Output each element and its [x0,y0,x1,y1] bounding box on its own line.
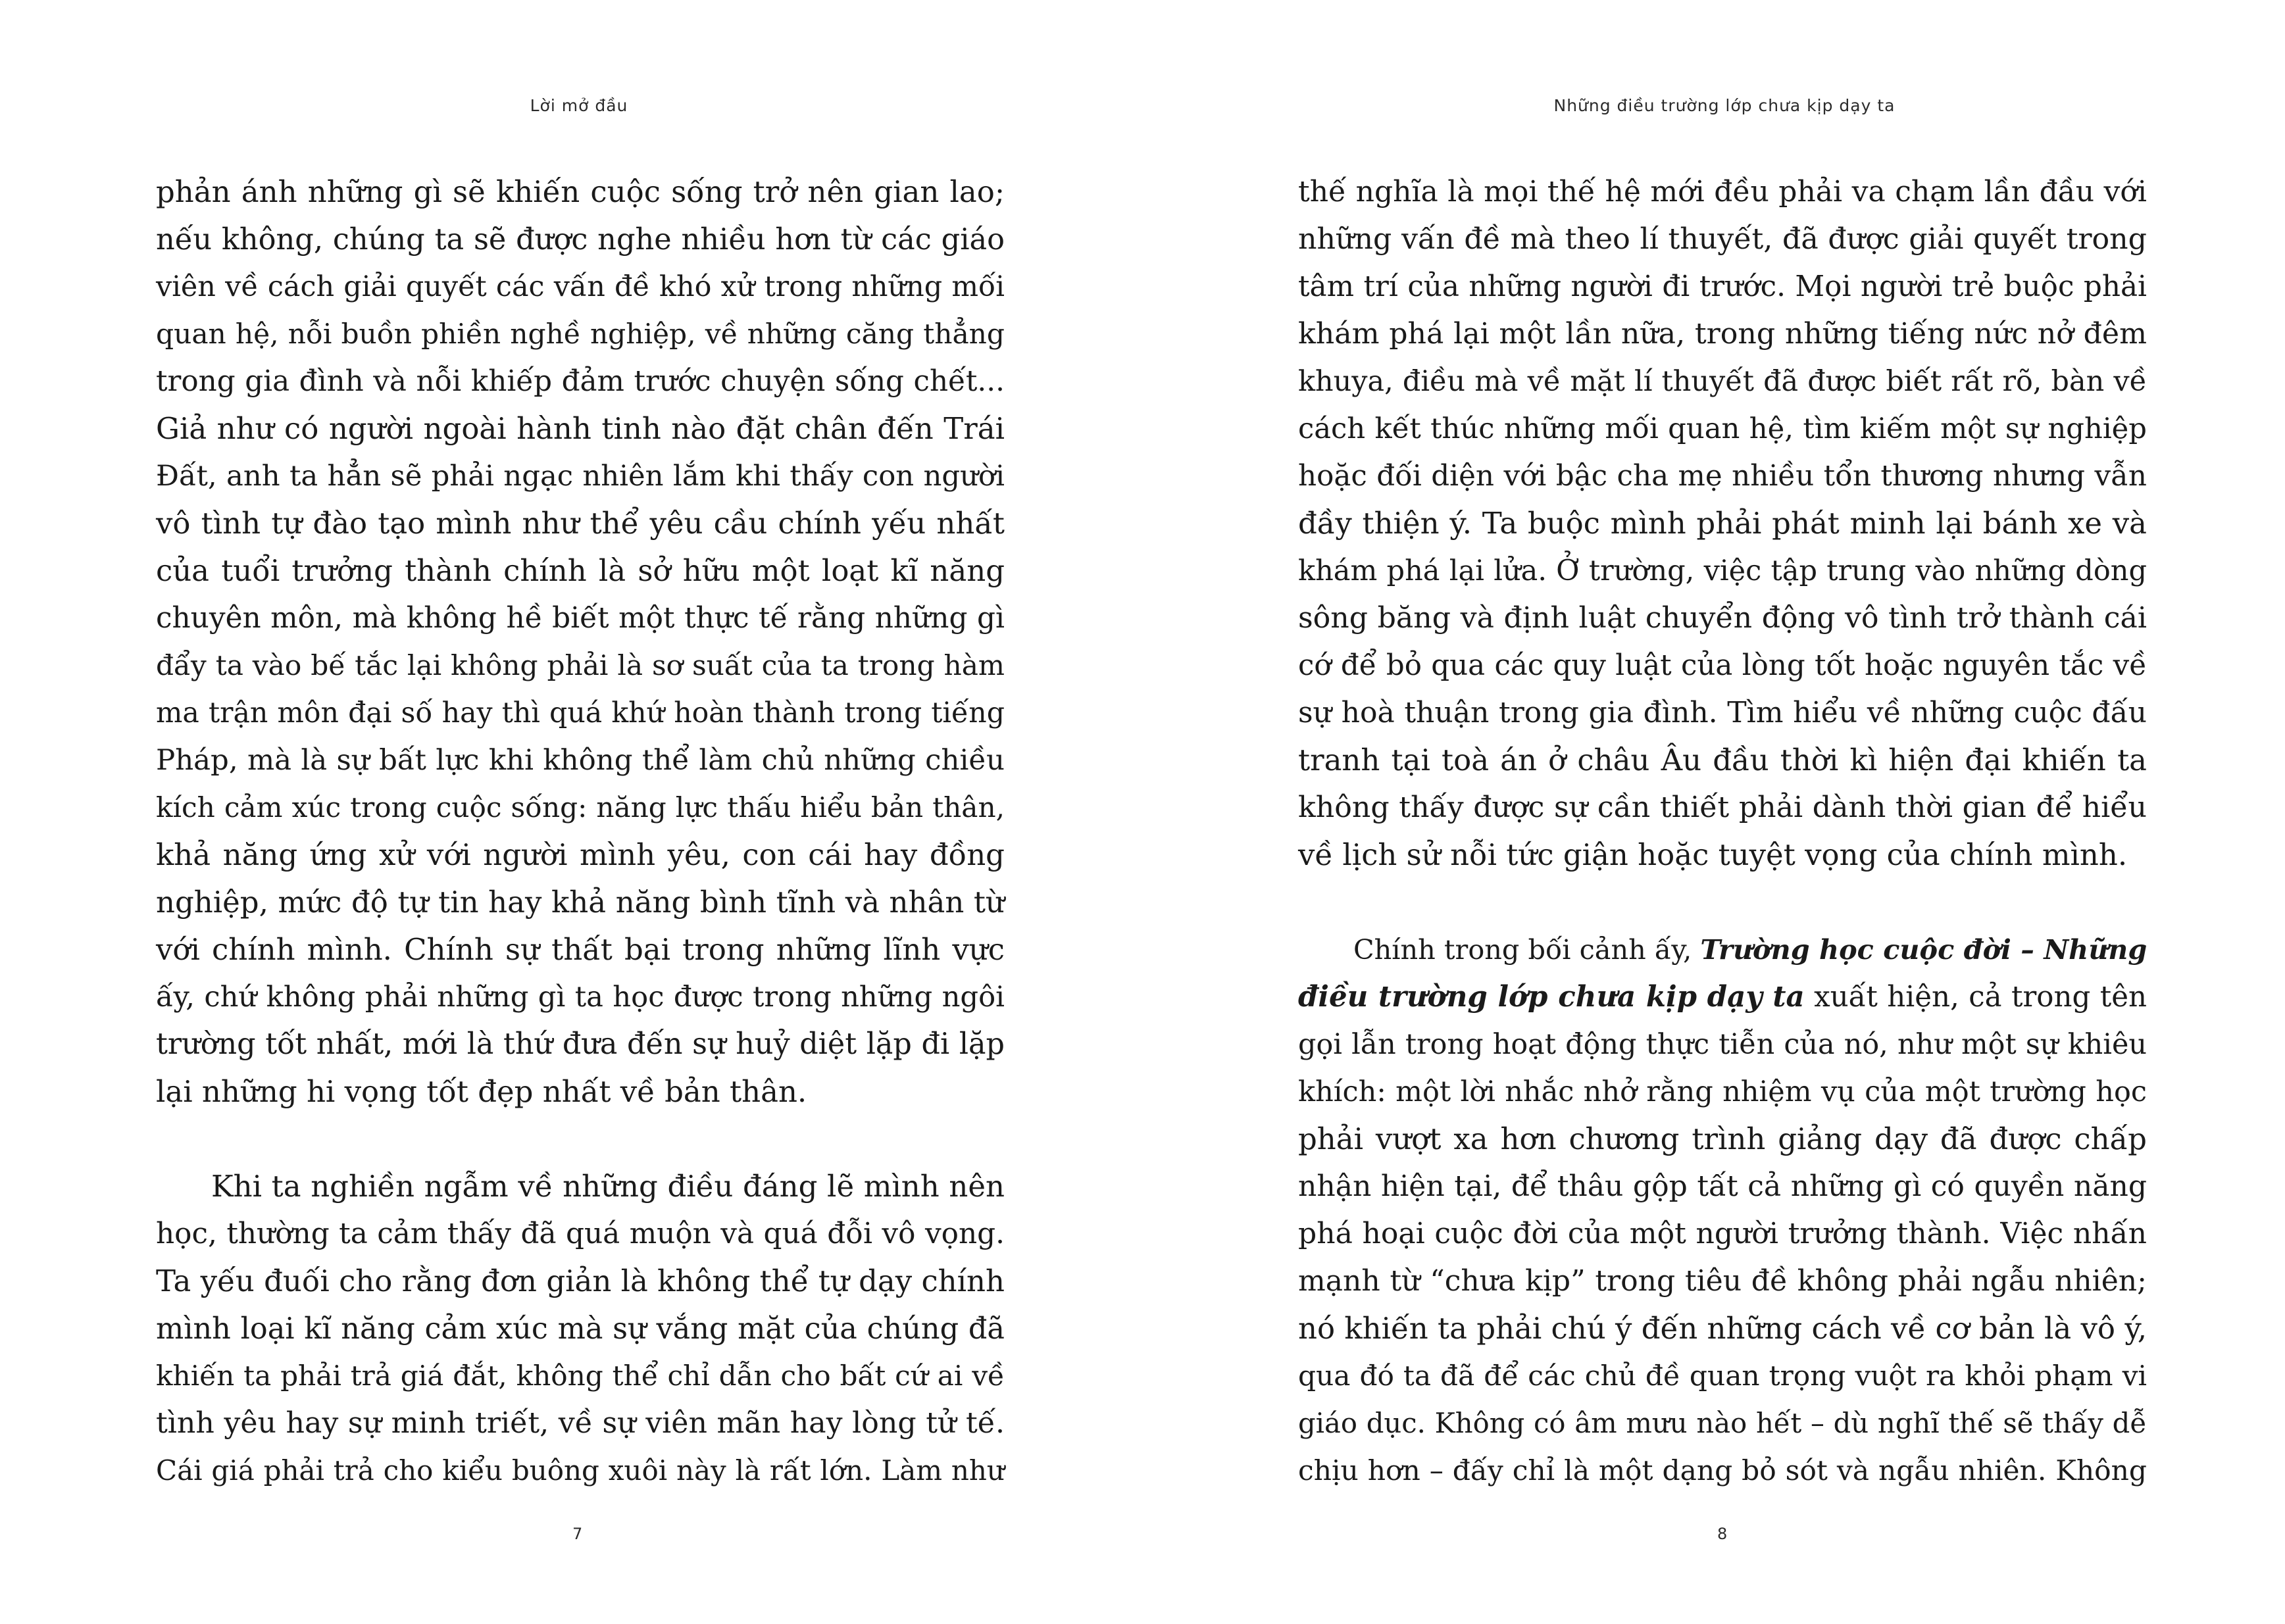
text-line-with-title [1298,926,2147,973]
text-line: nó khiến ta phải chú ý đến những cách về cơ bản là vô ý, [1298,1311,2147,1346]
text-line: phản ánh những gì sẽ khiến cuộc sống trở nên gian lao; [156,174,1005,209]
text-line: mạnh từ “chưa kịp” trong tiêu đề không phải ngẫu nhiên; [1298,1264,2147,1298]
text-line: mình loại kĩ năng cảm xúc mà sự vắng mặt của chúng đã [156,1312,1005,1346]
book-title-part-1: Trường học cuộc đời – Những [1700,933,2147,966]
running-head-left: Lời mở đầu [530,96,628,115]
page-number-right: 8 [1717,1525,1728,1543]
text-line-with-title [1298,973,2147,1021]
text-line: tình yêu hay sự minh triết, về sự viên mãn hay lòng tử tế. [156,1406,1005,1440]
text-line: tâm trí của những người đi trước. Mọi người trẻ buộc phải [1298,270,2147,303]
right-paragraph-2 [1298,926,2147,1494]
text-line: nếu không, chúng ta sẽ được nghe nhiều hơn từ các giáo [156,222,1005,257]
text-line: kích cảm xúc trong cuộc sống: năng lực thấu hiểu bản thân, [156,791,1005,824]
text-line: nhận hiện tại, để thâu gộp tất cả những gì có quyền năng [1298,1169,2147,1203]
text-line: nghiệp, mức độ tự tin hay khả năng bình tĩnh và nhân từ [156,885,1005,920]
text-line: Cái giá phải trả cho kiểu buông xuôi này là rất lớn. Làm như [156,1454,1005,1487]
left-paragraph-1 [156,168,1005,1116]
text-line: hoặc đối diện với bậc cha mẹ nhiều tổn thương nhưng vẫn [1298,460,2147,493]
text-line: cớ để bỏ qua các quy luật của lòng tốt hoặc nguyên tắc về [1298,649,2147,682]
text-line: đẩy ta vào bế tắc lại không phải là sơ suất của ta trong hàm [156,649,1005,681]
paragraph-gap [1298,879,2147,926]
text-line: khám phá lại lửa. Ở trường, việc tập trung vào những dòng [1298,554,2147,587]
text-line: tranh tại toà án ở châu Âu đầu thời kì hiện đại khiến ta [1298,743,2147,777]
left-page [0,0,1142,1624]
text-line: khả năng ứng xử với người mình yêu, con cái hay đồng [156,837,1005,872]
text-line: của tuổi trưởng thành chính là sở hữu một loạt kĩ năng [156,553,1005,588]
text-line: ma trận môn đại số hay thì quá khứ hoàn thành trong tiếng [156,697,1005,729]
text-line: vô tình tự đào tạo mình như thể yêu cầu chính yếu nhất [156,506,1005,541]
text-line: khích: một lời nhắc nhở rằng nhiệm vụ của một trường học [1298,1075,2147,1108]
text-line: sự hoà thuận trong gia đình. Tìm hiểu về những cuộc đấu [1298,696,2147,729]
text-line: những vấn đề mà theo lí thuyết, đã được giải quyết trong [1298,222,2147,256]
text-line: ấy, chứ không phải những gì ta học được trong những ngôi [156,981,1005,1014]
text-line: thế nghĩa là mọi thế hệ mới đều phải va chạm lần đầu với [1298,175,2147,209]
left-paragraph-2 [156,1163,1005,1494]
text-line: Ta yếu đuối cho rằng đơn giản là không thể tự dạy chính [156,1264,1005,1298]
text-line: cách kết thúc những mối quan hệ, tìm kiếm một sự nghiệp [1298,412,2147,445]
text-line: giáo dục. Không có âm mưu nào hết – dù nghĩ thế sẽ thấy dễ [1298,1407,2147,1439]
text-line: viên về cách giải quyết các vấn đề khó xử trong những mối [156,270,1005,303]
text-line: gọi lẫn trong hoạt động thực tiễn của nó, như một sự khiêu [1298,1028,2147,1061]
text-line: Khi ta nghiền ngẫm về những điều đáng lẽ mình nên [211,1169,1005,1204]
text-line: không thấy được sự cần thiết phải dành thời gian để hiểu [1298,791,2147,824]
text-line: sông băng và định luật chuyển động vô tình trở thành cái [1298,601,2147,635]
text-line: khuya, điều mà về mặt lí thuyết đã được biết rất rõ, bàn về [1298,365,2147,398]
text-run: xuất hiện, cả trong tên [1804,981,2147,1014]
text-line: phá hoại cuộc đời của một người trưởng thành. Việc nhấn [1298,1217,2147,1250]
text-line: qua đó ta đã để các chủ đề quan trọng vuột ra khỏi phạm vi [1298,1360,2147,1392]
right-page-body [1298,168,2147,1494]
text-line: học, thường ta cảm thấy đã quá muộn và quá đỗi vô vọng. [156,1217,1005,1250]
text-line: trong gia đình và nỗi khiếp đảm trước chuyện sống chết... [156,365,1005,398]
text-line: với chính mình. Chính sự thất bại trong những lĩnh vực [156,932,1005,967]
text-line: Pháp, mà là sự bất lực khi không thể làm chủ những chiều [156,744,1005,777]
running-head-right: Những điều trường lớp chưa kịp dạy ta [1553,96,1896,115]
left-page-body [156,168,1005,1494]
text-line: chuyên môn, mà không hề biết một thực tế rằng những gì [156,601,1005,635]
paragraph-gap [156,1116,1005,1163]
text-line: lại những hi vọng tốt đẹp nhất về bản thân. [156,1074,807,1109]
text-line: đầy thiện ý. Ta buộc mình phải phát minh lại bánh xe và [1298,506,2147,541]
right-page [1142,0,2285,1624]
text-line: phải vượt xa hơn chương trình giảng dạy đã được chấp [1298,1121,2147,1156]
text-run: Chính trong bối cảnh ấy, [1353,934,1701,966]
text-line: về lịch sử nỗi tức giận hoặc tuyệt vọng của chính mình. [1298,837,2128,872]
text-line: quan hệ, nỗi buồn phiền nghề nghiệp, về những căng thẳng [156,318,1005,350]
book-title-part-2: điều trường lớp chưa kịp dạy ta [1298,980,1805,1014]
right-paragraph-1 [1298,168,2147,879]
text-line: trường tốt nhất, mới là thứ đưa đến sự huỷ diệt lặp đi lặp [156,1027,1005,1061]
text-line: khiến ta phải trả giá đắt, không thể chỉ dẫn cho bất cứ ai về [156,1360,1005,1392]
text-line: khám phá lại một lần nữa, trong những tiếng nức nở đêm [1298,317,2147,351]
text-line: chịu hơn – đấy chỉ là một dạng bỏ sót và ngẫu nhiên. Không [1298,1454,2147,1487]
page-number-left: 7 [572,1525,583,1543]
text-line: Giả như có người ngoài hành tinh nào đặt chân đến Trái [156,411,1005,446]
text-line: Đất, anh ta hẳn sẽ phải ngạc nhiên lắm khi thấy con người [156,460,1005,493]
